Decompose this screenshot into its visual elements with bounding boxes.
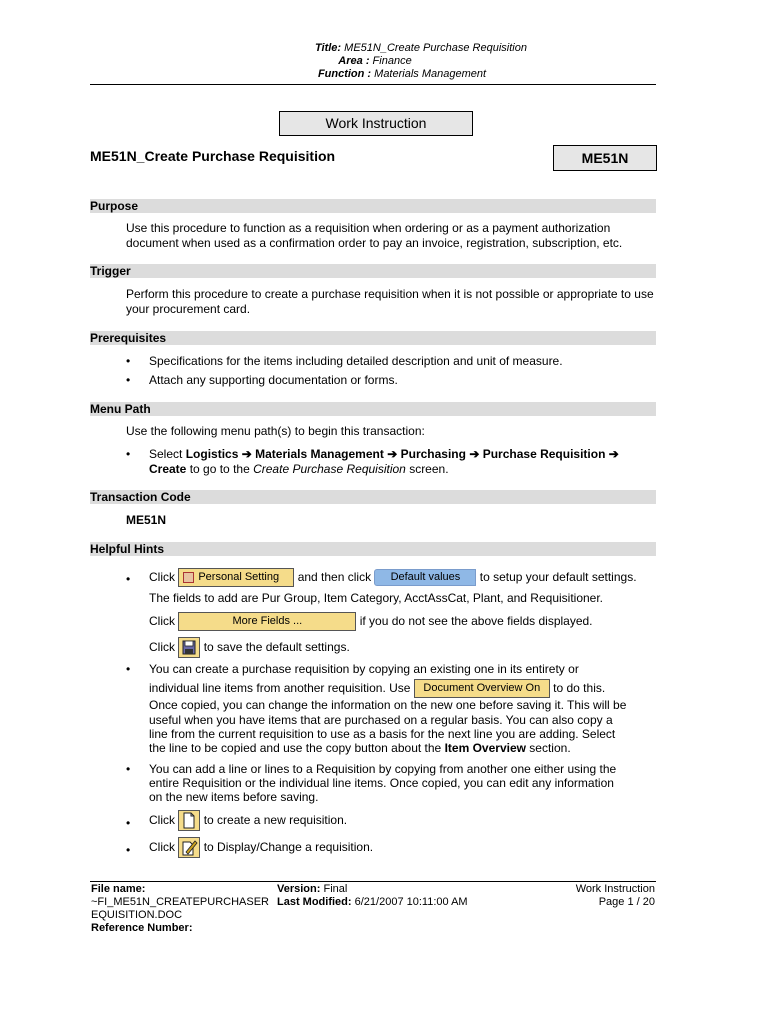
page-number: Page 1 / 20 (598, 896, 655, 908)
footer-file (91, 883, 291, 935)
hint-more-fields (149, 609, 659, 633)
copy-line2b: to do this. (553, 681, 606, 695)
select-word: Select (149, 447, 183, 461)
function-line (90, 68, 656, 81)
create-text: to create a new requisition. (203, 813, 348, 827)
personal-setting-button[interactable] (178, 568, 294, 587)
copy-line1: You can create a purchase requisition by copying an existing one in its entirety or (149, 662, 579, 676)
copy-rest-4b: section. (529, 741, 571, 755)
arrow-icon: ➔ (608, 447, 619, 461)
transaction-code-value: ME51N (126, 513, 167, 527)
prerequisites-heading: Prerequisites (90, 331, 656, 345)
footer-right (576, 883, 655, 909)
display-change-icon[interactable] (178, 837, 200, 858)
path-purchasing: Purchasing (400, 447, 466, 461)
personal-setting-icon (183, 572, 194, 583)
goto-text: to go to the (189, 462, 250, 476)
transaction-code-heading: Transaction Code (90, 490, 656, 504)
save-icon[interactable] (178, 637, 200, 658)
arrow-icon: ➔ (387, 447, 398, 461)
area-label: Area : (338, 55, 370, 67)
screen-word: screen. (409, 462, 449, 476)
add-line-1: You can add a line or lines to a Requisition by copying from another one either using the (149, 762, 617, 776)
bullet: • (126, 447, 131, 461)
fields-text: The fields to add are Pur Group, Item Category, AcctAssCat, Plant, and Requisitioner. (149, 591, 604, 605)
footer-rule (90, 881, 656, 882)
default-values-button[interactable]: Default values (374, 569, 476, 586)
bullet: • (126, 662, 131, 676)
doc-type: Work Instruction (575, 883, 655, 895)
menu-path-intro: Use the following menu path(s) to begin this transaction: (126, 424, 425, 438)
document-overview-button[interactable]: Document Overview On (414, 679, 550, 698)
header-rule (90, 84, 656, 85)
function-value: Materials Management (374, 68, 487, 80)
trigger-text: Perform this procedure to create a purchase requisition when it is not possible or appropriate to use your procurement card. (126, 287, 654, 316)
purpose-heading: Purpose (90, 199, 656, 213)
prerequisite-item: Specifications for the items including detailed description and unit of measure. (149, 354, 563, 368)
copy-rest-1: Once copied, you can change the information on the new one before saving it. This will be (149, 698, 627, 712)
transaction-code-box: ME51N (553, 145, 657, 171)
work-instruction-box: Work Instruction (279, 111, 473, 136)
bullet: • (126, 373, 131, 387)
personal-setting-label: Personal Setting (198, 571, 280, 584)
save-text: to save the default settings. (203, 640, 350, 654)
if-not-displayed-text: if you do not see the above fields displayed. (359, 614, 593, 628)
title-label: Title: (315, 42, 342, 54)
purpose-text: Use this procedure to function as a requisition when ordering or as a payment authorization document when used as a confirmation order to pay an invoice, registration, subscription, etc. (126, 221, 623, 250)
click-text: Click (149, 640, 175, 654)
helpful-hints-heading: Helpful Hints (90, 542, 656, 556)
menu-path-text (149, 447, 659, 477)
path-materials-management: Materials Management (255, 447, 384, 461)
version-label: Version: (277, 883, 321, 895)
to-setup-text: to setup your default settings. (479, 570, 637, 584)
add-line-2: entire Requisition or the individual line items. Once copied, you can edit any information (149, 776, 614, 790)
prerequisite-item: Attach any supporting documentation or forms. (149, 373, 398, 387)
file-name-label: File name: (91, 883, 146, 895)
arrow-icon: ➔ (241, 447, 252, 461)
copy-line2a: individual line items from another requisition. Use (149, 681, 411, 695)
document-title: ME51N_Create Purchase Requisition (90, 148, 336, 164)
file-name-line1: ~FI_ME51N_CREATEPURCHASER (91, 896, 269, 908)
bullet: • (126, 572, 131, 586)
document-header (90, 42, 656, 81)
area-value: Finance (372, 55, 412, 67)
bullet: • (126, 354, 131, 368)
copy-rest-2: useful when you have items that are purchased on a regular basis. You can also copy a (149, 713, 613, 727)
last-modified-value: 6/21/2007 10:11:00 AM (354, 896, 468, 908)
and-then-click-text: and then click (297, 570, 372, 584)
click-text: Click (149, 840, 175, 854)
bullet: • (126, 762, 131, 776)
title-value: ME51N_Create Purchase Requisition (344, 42, 527, 54)
function-label: Function : (317, 68, 372, 80)
copy-rest-3: line from the current requisition to use as a basis for the next line you are adding. Select (149, 727, 616, 741)
path-logistics: Logistics (185, 447, 239, 461)
display-text: to Display/Change a requisition. (203, 840, 374, 854)
create-document-icon[interactable] (178, 810, 200, 831)
hint-display-change (149, 834, 659, 860)
area-line (90, 55, 656, 68)
click-text: Click (149, 570, 175, 584)
screen-name: Create Purchase Requisition (253, 462, 406, 476)
reference-label: Reference Number: (91, 922, 193, 934)
click-text: Click (149, 813, 175, 827)
arrow-icon: ➔ (469, 447, 480, 461)
more-fields-button[interactable]: More Fields ... (178, 612, 356, 631)
copy-line2 (149, 676, 659, 700)
footer-version (277, 883, 347, 896)
path-purchase-requisition: Purchase Requisition (482, 447, 606, 461)
copy-rest-4 (149, 741, 659, 756)
copy-rest-4a: the line to be copied and use the copy button about the (149, 741, 442, 755)
trigger-heading: Trigger (90, 264, 656, 278)
hint-create (149, 807, 659, 833)
version-value: Final (323, 883, 348, 895)
title-line (90, 42, 656, 55)
footer-modified (277, 896, 468, 909)
path-create: Create (149, 462, 187, 476)
add-line-3: on the new items before saving. (149, 790, 319, 804)
last-modified-label: Last Modified: (277, 896, 352, 908)
bullet: • (126, 843, 131, 857)
file-name-line2: EQUISITION.DOC (91, 909, 183, 921)
hint-save (149, 635, 659, 659)
hint-personal-setting (149, 565, 659, 589)
item-overview-text: Item Overview (444, 741, 526, 755)
bullet: • (126, 816, 131, 830)
click-text: Click (149, 614, 175, 628)
menu-path-heading: Menu Path (90, 402, 656, 416)
